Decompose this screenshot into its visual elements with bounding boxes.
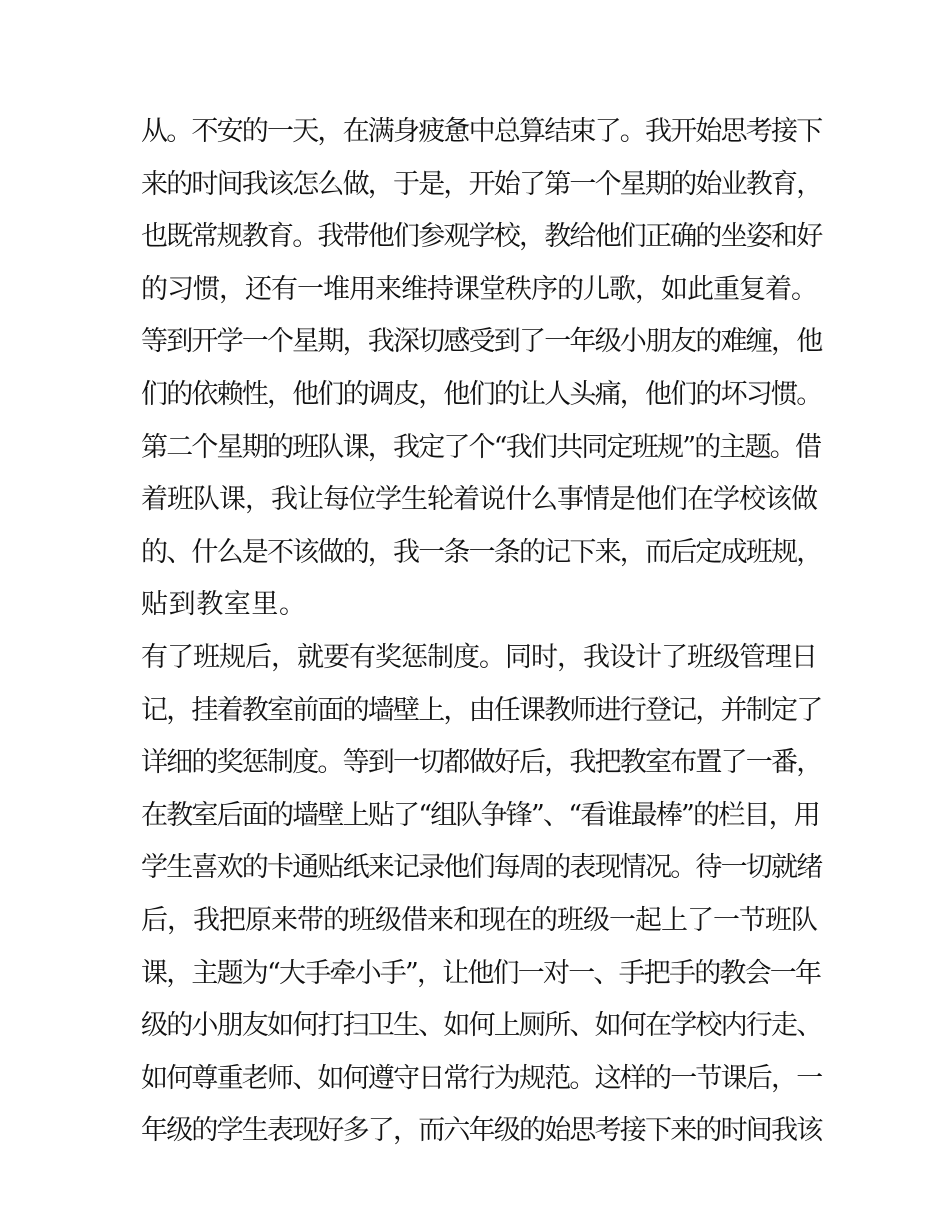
text-line: 学生喜欢的卡通贴纸来记录他们每周的表现情况。待一切就绪 <box>141 852 822 884</box>
text-line: 的、什么是不该做的，我一条一条的记下来，而后定成班规， <box>141 536 822 568</box>
text-line: 着班队课，我让每位学生轮着说什么事情是他们在学校该做 <box>141 484 817 516</box>
text-line: 第二个星期的班队课，我定了个“我们共同定班规”的主题。借 <box>141 431 821 463</box>
text-line: 从。不安的一天，在满身疲惫中总算结束了。我开始思考接下 <box>141 116 822 147</box>
text-line: 等到开学一个星期，我深切感受到了一年级小朋友的难缠，他 <box>141 326 822 358</box>
text-line: 级的小朋友如何打扫卫生、如何上厕所、如何在学校内行走、 <box>141 1010 822 1042</box>
body-text <box>141 106 821 1158</box>
text-line: 年级的学生表现好多了，而六年级的始思考接下来的时间我该 <box>141 1115 822 1147</box>
text-line: 记，挂着教室前面的墙壁上，由任课教师进行登记，并制定了 <box>141 694 822 726</box>
text-line: 详细的奖惩制度。等到一切都做好后，我把教室布置了一番， <box>141 747 822 779</box>
text-line: 有了班规后，就要有奖惩制度。同时，我设计了班级管理日 <box>141 641 817 673</box>
text-line: 贴到教室里。 <box>141 589 307 621</box>
text-line: 课，主题为“大手牵小手”，让他们一对一、手把手的教会一年 <box>141 957 821 989</box>
text-line: 后，我把原来带的班级借来和现在的班级一起上了一节班队 <box>141 904 817 936</box>
text-line: 也既常规教育。我带他们参观学校，教给他们正确的坐姿和好 <box>141 221 822 253</box>
text-line: 的习惯，还有一堆用来维持课堂秩序的儿歌，如此重复着。 <box>141 273 817 305</box>
text-line: 来的时间我该怎么做，于是，开始了第一个星期的始业教育， <box>141 168 822 200</box>
text-line: 如何尊重老师、如何遵守日常行为规范。这样的一节课后，一 <box>141 1062 822 1094</box>
text-line: 在教室后面的墙壁上贴了“组队争锋”、“看谁最棒”的栏目，用 <box>141 799 820 831</box>
text-line: 们的依赖性，他们的调皮，他们的让人头痛，他们的坏习惯。 <box>141 378 822 410</box>
